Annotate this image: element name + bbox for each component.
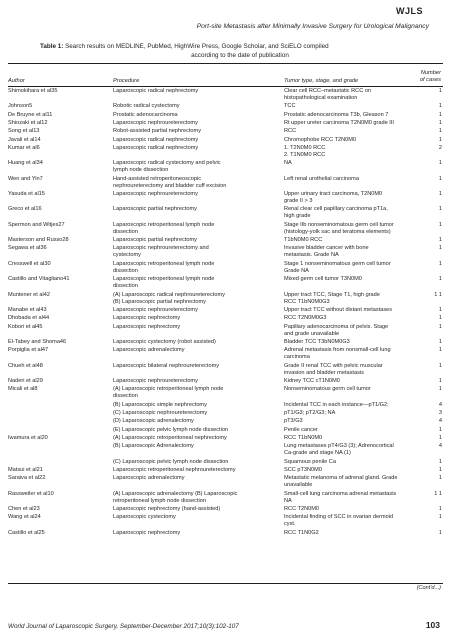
- cell-tumor: pT1/G3; pT2/G3; NA: [284, 409, 336, 416]
- cell-tumor: Chromophobe RCC T2N0M0: [284, 136, 357, 143]
- cell-procedure: (C) Laparoscopic nephroureterectomy: [113, 409, 208, 416]
- cell-author: Spermon and Witjes27: [8, 221, 65, 228]
- cell-cases: 1: [438, 120, 442, 127]
- cell-author: Shimokihara et al35: [8, 88, 58, 94]
- cell-cases: 1: [438, 434, 442, 441]
- cell-procedure: (A) Laparoscopic retroperitoneal nephrectomy: [113, 434, 227, 441]
- cell-tumor: Prostatic adenocarcinoma T3b, Gleason 7: [284, 111, 389, 118]
- cell-author: Song et al13: [8, 128, 40, 135]
- cell-cases: 1: [438, 347, 442, 354]
- running-head: Port-site Metastasis after Minimally Invasive Surgery for Urological Malignancy: [196, 23, 429, 30]
- cell-procedure: Laparoscopic retroperitoneal lymph node dissection: [113, 260, 215, 274]
- cell-procedure: Laparoscopic nephrectomy: [113, 323, 181, 330]
- cell-author: Kumar et al6: [8, 145, 40, 152]
- table-caption-text-line2: according to the date of publication: [191, 52, 289, 59]
- cell-cases: 1: [438, 529, 442, 536]
- cell-author: El-Tabey and Shoma46: [8, 338, 67, 345]
- cell-tumor: Rt upper ureter carcinoma T2N0M0 grade III: [284, 120, 394, 127]
- column-header-author: Author: [8, 78, 25, 84]
- cell-procedure: Laparoscopic partial nephrectomy: [113, 237, 197, 244]
- table-row: [8, 315, 443, 323]
- cell-cases: 1 1: [434, 490, 442, 497]
- cell-author: Wen and Yin7: [8, 175, 43, 182]
- cell-cases: 1: [438, 175, 442, 182]
- journal-logo: WJLS: [395, 6, 423, 16]
- table-row: [8, 307, 443, 315]
- cell-procedure: Laparoscopic nephrectomy: [113, 529, 181, 536]
- cell-cases: 1: [438, 245, 442, 252]
- cell-author: Porpiglia et al47: [8, 347, 49, 354]
- cell-tumor: Stage IIb nonseminomatous germ cell tumor (histology-yolk sac and teratoma elements): [284, 221, 394, 235]
- continuation-note: (Cont'd...): [416, 585, 441, 591]
- column-header-tumor: Tumor type, stage, and grade: [284, 78, 359, 84]
- cell-author: Shiozaki et al12: [8, 120, 48, 127]
- cell-procedure: (D) Laparoscopic adrenalectomy: [113, 418, 194, 425]
- cell-cases: 3: [438, 409, 442, 416]
- table-row: [8, 467, 443, 475]
- cell-tumor: Invasive bladder cancer with bone metastasis. Grade NA: [284, 245, 369, 259]
- column-header-cases-line2: of cases: [419, 77, 441, 84]
- cell-cases: 1: [438, 362, 442, 369]
- cell-procedure: Laparoscopic partial nephrectomy: [113, 206, 197, 213]
- cell-procedure: (A) Laparoscopic retroperitoneal lymph node dissection: [113, 386, 224, 400]
- cell-author: Rassweiler et al10: [8, 490, 54, 497]
- cell-cases: 4: [438, 418, 442, 425]
- table-top-rule: [8, 63, 443, 64]
- table-row: [8, 324, 443, 339]
- cell-tumor: Bladder TCC T3bN0M0G3: [284, 338, 350, 345]
- table-body: [8, 88, 443, 538]
- column-header-cases: [420, 70, 441, 84]
- cell-procedure: Laparoscopic nephroureterectomy: [113, 120, 198, 127]
- cell-procedure: Robotic radical cystectomy: [113, 103, 180, 110]
- cell-cases: 1: [438, 338, 442, 345]
- table-caption: [40, 42, 440, 60]
- cell-tumor: Squamous penile Ca: [284, 458, 336, 465]
- cell-procedure: Laparoscopic nephroureterectomy: [113, 377, 198, 384]
- table-row: [8, 120, 443, 128]
- column-header-cases-line1: Number: [420, 70, 441, 76]
- table-row: [8, 427, 443, 435]
- cell-cases: 1: [438, 128, 442, 135]
- table-row: [8, 222, 443, 237]
- cell-tumor: Left renal urothelial carcinoma: [284, 175, 359, 182]
- cell-tumor: T1bN0M0 RCC: [284, 237, 323, 244]
- cell-author: Castillo and Vitagliano41: [8, 276, 70, 283]
- cell-author: Huang et al34: [8, 160, 43, 167]
- table-row: [8, 88, 443, 103]
- cell-author: Dhobada et al44: [8, 315, 50, 322]
- cell-tumor: 1. T2N0M0 RCC 2. T1N0M0 RCC: [284, 145, 326, 159]
- cell-author: Saraiva et al22: [8, 475, 46, 482]
- table-row: [8, 475, 443, 490]
- cell-tumor: RCC: [284, 128, 297, 135]
- cell-author: Manabe et al43: [8, 306, 47, 313]
- cell-procedure: (A) Laparoscopic adrenalectomy (B) Laparoscopic retroperitoneal lymph node dissection: [113, 490, 238, 504]
- table-row: [8, 347, 443, 362]
- cell-tumor: Mixed germ cell tumor T3N0M0: [284, 276, 362, 283]
- cell-procedure: Laparoscopic retroperitoneal nephroureterectomy: [113, 467, 236, 473]
- table-row: [8, 506, 443, 514]
- table-row: [8, 363, 443, 378]
- cell-tumor: Clear cell RCC–metastatic RCC on histopathological examination: [284, 88, 372, 101]
- cell-author: Chueh et al48: [8, 362, 43, 369]
- cell-tumor: Upper tract TCC without distant metastases: [284, 306, 393, 313]
- cell-author: Segawa et al36: [8, 245, 47, 252]
- cell-tumor: Metastatic melanoma of adrenal gland. Grade unavailable: [284, 475, 398, 489]
- table-row: [8, 245, 443, 260]
- table-row: [8, 435, 443, 443]
- cell-author: Matsui et al21: [8, 467, 43, 473]
- cell-tumor: Incidental TCC in each instance—pT1/G2;: [284, 401, 389, 408]
- cell-procedure: (B) Laparoscopic Adrenalectomy: [113, 443, 194, 450]
- cell-cases: 1: [438, 191, 442, 198]
- table-row: [8, 402, 443, 410]
- cell-cases: 1: [438, 315, 442, 322]
- cell-procedure: Laparoscopic radical nephrectomy: [113, 88, 199, 94]
- cell-procedure: Laparoscopic radical nephrectomy: [113, 145, 199, 152]
- cell-procedure: (C) Laparoscopic pelvic lymph node dissection: [113, 458, 229, 465]
- cell-cases: 1: [438, 514, 442, 521]
- table-caption-label: Table 1:: [40, 43, 64, 50]
- cell-procedure: Laparoscopic nephroureterectomy: [113, 306, 198, 313]
- table-row: [8, 459, 443, 467]
- table-row: [8, 443, 443, 458]
- table-row: [8, 261, 443, 276]
- cell-cases: 1: [438, 276, 442, 283]
- journal-footer: World Journal of Laparoscopic Surgery, September-December 2017;10(3):102-107: [8, 623, 239, 630]
- table-row: [8, 176, 443, 191]
- cell-cases: 1 1: [434, 291, 442, 298]
- table-row: [8, 206, 443, 221]
- cell-author: Naderi et al29: [8, 377, 43, 384]
- cell-procedure: Prostatic adenocarcinoma: [113, 111, 178, 118]
- cell-tumor: RCC T2N0M0G3: [284, 315, 327, 322]
- cell-author: Johnson5: [8, 103, 33, 110]
- table-row: [8, 386, 443, 401]
- cell-cases: 1: [438, 237, 442, 244]
- cell-tumor: RCC T1N0G2: [284, 529, 319, 536]
- cell-author: Micali et al8: [8, 386, 38, 393]
- table-row: [8, 514, 443, 529]
- cell-author: De Bruyne et al11: [8, 111, 53, 118]
- table-row: [8, 112, 443, 120]
- cell-tumor: NA: [284, 160, 292, 167]
- cell-tumor: Penile cancer: [284, 426, 318, 433]
- cell-cases: 1: [438, 506, 442, 513]
- table-row: [8, 418, 443, 426]
- table-caption-text: Search results on MEDLINE, PubMed, HighWire Press, Google Scholar, and SciELO compiled: [65, 43, 329, 50]
- table-row: [8, 410, 443, 418]
- table-row: [8, 128, 443, 136]
- cell-tumor: RCC T1bN0M0: [284, 434, 323, 441]
- cell-tumor: Upper urinary tract carcinoma, T2N0M0 grade II > 3: [284, 191, 383, 205]
- cell-tumor: Renal clear cell papillary carcinoma pT1a, high grade: [284, 206, 388, 220]
- table-row: [8, 339, 443, 347]
- cell-procedure: (B) Laparoscopic simple nephrectomy: [113, 401, 207, 408]
- cell-cases: 1: [438, 111, 442, 118]
- cell-tumor: Stage 1 nonseminomatous germ cell tumor Grade NA: [284, 260, 391, 274]
- cell-procedure: Hand-assisted retroperitoneoscopic nephroureterectomy and bladder cuff excision: [113, 175, 227, 189]
- cell-author: Cresswell et al30: [8, 260, 51, 267]
- cell-cases: 1: [438, 467, 442, 473]
- table-row: [8, 103, 443, 111]
- cell-procedure: Laparoscopic adrenalectomy: [113, 475, 185, 482]
- cell-procedure: Laparoscopic radical cystectomy and pelvic lymph node dissection: [113, 160, 221, 174]
- table-row: [8, 530, 443, 538]
- cell-cases: 1: [438, 160, 442, 167]
- cell-tumor: Small-cell lung carcinoma adrenal metastasis NA: [284, 490, 397, 504]
- cell-cases: 4: [438, 443, 442, 450]
- cell-tumor: Adrenal metastasis from nonsmall-cell lung carcinoma: [284, 347, 391, 361]
- cell-procedure: (A) Laparoscopic radical nephroureterectomy (B) Laparoscopic partial nephrectomy: [113, 291, 225, 305]
- cell-cases: 1: [438, 323, 442, 330]
- cell-author: Greco et al16: [8, 206, 42, 213]
- cell-cases: 1: [438, 260, 442, 267]
- cell-cases: 1: [438, 386, 442, 393]
- cell-cases: 1: [438, 221, 442, 228]
- cell-author: Javali et al14: [8, 136, 41, 143]
- cell-procedure: Laparoscopic cystectomy (robot assisted): [113, 338, 216, 345]
- cell-author: Yasuda et al15: [8, 191, 45, 198]
- cell-tumor: Upper tract TCC, Stage T1, high grade RCC T1bN0M0G3: [284, 291, 380, 305]
- table-bottom-rule: [8, 583, 443, 584]
- cell-cases: 1: [438, 475, 442, 482]
- cell-author: Castillo et al25: [8, 529, 45, 536]
- cell-tumor: Lung metastases pT4/G3 (3); Adrenocortical Ca-grade and stage NA (1): [284, 443, 394, 457]
- table-header-rule: [8, 86, 443, 87]
- table-row: [8, 292, 443, 307]
- cell-author: Chen et al23: [8, 506, 40, 513]
- cell-cases: 1: [438, 426, 442, 433]
- table-row: [8, 160, 443, 175]
- table-row: [8, 491, 443, 506]
- cell-procedure: Laparoscopic retroperitoneal lymph node dissection: [113, 276, 215, 290]
- cell-procedure: Laparoscopic cystectomy: [113, 514, 176, 521]
- cell-tumor: TCC: [284, 103, 296, 110]
- page-number: 103: [425, 620, 440, 630]
- cell-cases: 1: [438, 458, 442, 465]
- cell-procedure: Laparoscopic nephroureterectomy and cystectomy: [113, 245, 209, 259]
- cell-tumor: pT3/G3: [284, 418, 303, 425]
- cell-procedure: Laparoscopic radical nephrectomy: [113, 136, 199, 143]
- cell-cases: 1: [438, 306, 442, 313]
- cell-procedure: Laparoscopic adrenalectomy: [113, 347, 185, 354]
- cell-cases: 2: [438, 145, 442, 152]
- cell-procedure: Laparoscopic bilateral nephroureterectomy: [113, 362, 220, 369]
- table-row: [8, 137, 443, 145]
- table-row: [8, 191, 443, 206]
- table-row: [8, 378, 443, 386]
- cell-tumor: Incidental finding of SCC in ovarian dermoid cyst.: [284, 514, 394, 528]
- cell-procedure: Laparoscopic retroperitoneal lymph node dissection: [113, 221, 215, 235]
- cell-cases: 1: [438, 377, 442, 384]
- table-row: [8, 276, 443, 291]
- cell-cases: 1: [438, 206, 442, 213]
- cell-tumor: Grade II renal TCC with pelvic muscular invasion and bladder metastasis: [284, 362, 383, 376]
- cell-procedure: Laparoscopic nephroureterectomy: [113, 191, 198, 198]
- cell-procedure: Laparoscopic nephrectomy (hand-assisted): [113, 506, 221, 513]
- cell-author: Iwamura et al20: [8, 434, 48, 441]
- cell-procedure: Robot-assisted partial nephrectomy: [113, 128, 201, 135]
- column-header-procedure: Procedure: [113, 78, 140, 84]
- table-row: [8, 145, 443, 160]
- cell-procedure: Laparoscopic nephrectomy: [113, 315, 181, 322]
- cell-author: Wang et al24: [8, 514, 41, 521]
- cell-cases: 4: [438, 401, 442, 408]
- cell-cases: 1: [438, 103, 442, 110]
- cell-author: Kobori et al45: [8, 323, 43, 330]
- cell-cases: 1: [438, 136, 442, 143]
- cell-author: Muntener et al42: [8, 291, 50, 298]
- cell-tumor: SCC pT3N0M0: [284, 467, 322, 473]
- cell-tumor: RCC T2N0M0: [284, 506, 320, 513]
- cell-author: Masterson and Russo28: [8, 237, 69, 244]
- cell-cases: 1: [438, 88, 442, 94]
- cell-tumor: Nonseminomatous germ cell tumor: [284, 386, 371, 393]
- table-row: [8, 237, 443, 245]
- cell-tumor: Kidney TCC cT1N0M0: [284, 377, 340, 384]
- cell-tumor: Papillary adenocarcinoma of pelvis. Stage and grade unavailable: [284, 323, 389, 337]
- cell-procedure: (E) Laparoscopic pelvic lymph node dissection: [113, 426, 229, 433]
